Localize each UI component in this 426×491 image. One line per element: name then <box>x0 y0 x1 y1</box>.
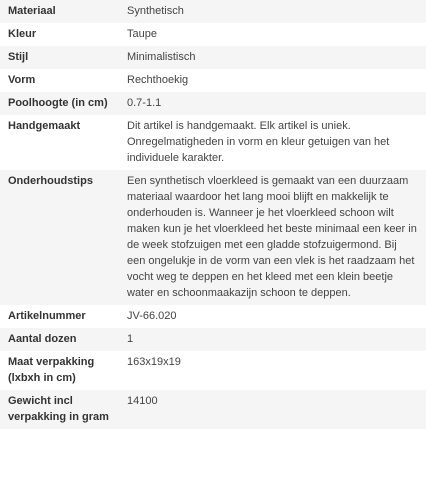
spec-label: Materiaal <box>0 0 119 23</box>
spec-value: 163x19x19 <box>119 351 426 390</box>
spec-label: Kleur <box>0 23 119 46</box>
spec-row-maat-verpakking <box>0 351 426 390</box>
spec-value: Dit artikel is handgemaakt. Elk artikel is uniek. Onregelmatigheden in vorm en kleur getuigen van het individuele karakter. <box>119 115 426 170</box>
spec-row-handgemaakt <box>0 115 426 170</box>
spec-label: Handgemaakt <box>0 115 119 170</box>
spec-row-kleur <box>0 23 426 46</box>
spec-label: Aantal dozen <box>0 328 119 351</box>
spec-label: Stijl <box>0 46 119 69</box>
spec-label: Gewicht incl verpakking in gram <box>0 390 119 429</box>
spec-value: JV-66.020 <box>119 305 426 328</box>
spec-label: Artikelnummer <box>0 305 119 328</box>
spec-row-materiaal <box>0 0 426 23</box>
spec-row-onderhoudstips <box>0 170 426 305</box>
spec-row-artikelnummer <box>0 305 426 328</box>
spec-value: 14100 <box>119 390 426 429</box>
spec-row-aantal-dozen <box>0 328 426 351</box>
spec-row-gewicht <box>0 390 426 429</box>
spec-value: Minimalistisch <box>119 46 426 69</box>
spec-label: Vorm <box>0 69 119 92</box>
spec-value: 0.7-1.1 <box>119 92 426 115</box>
spec-value: Rechthoekig <box>119 69 426 92</box>
spec-row-stijl <box>0 46 426 69</box>
spec-label: Maat verpakking (lxbxh in cm) <box>0 351 119 390</box>
spec-value: 1 <box>119 328 426 351</box>
spec-value: Een synthetisch vloerkleed is gemaakt van een duurzaam materiaal waardoor het lang mooi blijft en makkelijk te onderhouden is. Wanneer je het vloerkleed schoon wilt maken kun je het vloerkleed het beste minimaal een keer in de week stofzuigen met een gladde stofzuigermond. Bij een ongelukje in de vorm van een vlek is het raadzaam het vocht weg te deppen en het kleed met een klein beetje water en schoonmaakazijn schoon te deppen. <box>119 170 426 305</box>
spec-label: Poolhoogte (in cm) <box>0 92 119 115</box>
spec-row-poolhoogte <box>0 92 426 115</box>
spec-value: Taupe <box>119 23 426 46</box>
spec-label: Onderhoudstips <box>0 170 119 305</box>
spec-value: Synthetisch <box>119 0 426 23</box>
spec-row-vorm <box>0 69 426 92</box>
